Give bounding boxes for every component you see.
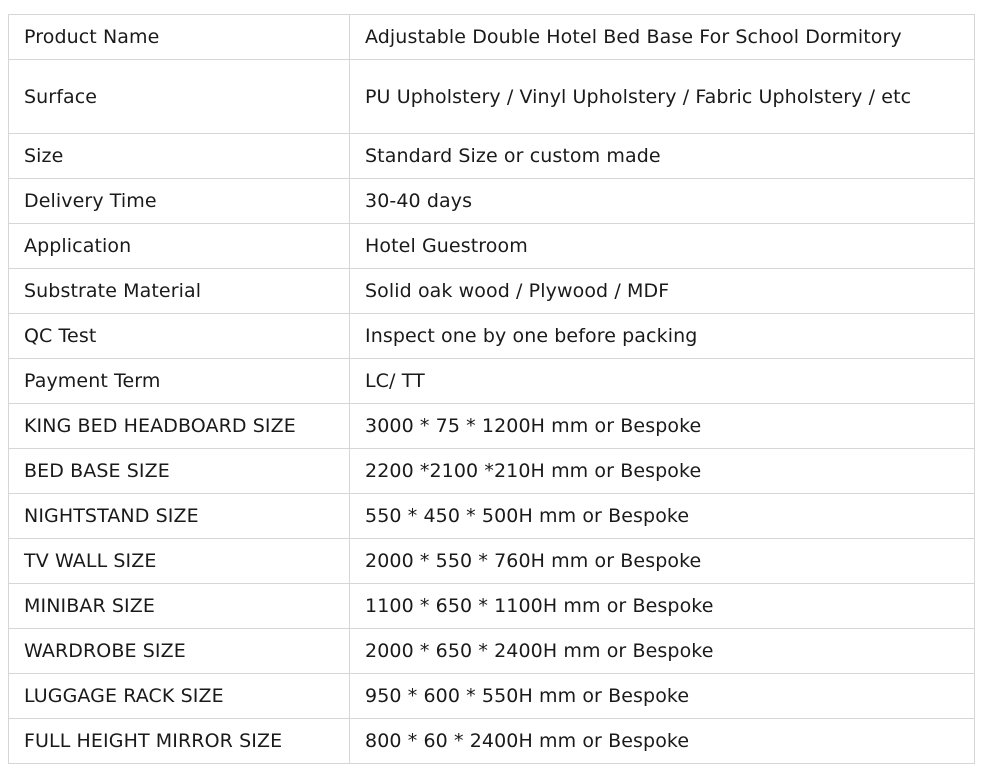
spec-value: 3000 * 75 * 1200H mm or Bespoke	[350, 404, 975, 449]
spec-label: NIGHTSTAND SIZE	[9, 494, 350, 539]
spec-label: Payment Term	[9, 359, 350, 404]
spec-label: KING BED HEADBOARD SIZE	[9, 404, 350, 449]
table-row	[9, 449, 975, 494]
spec-value: Solid oak wood / Plywood / MDF	[350, 269, 975, 314]
table-row	[9, 404, 975, 449]
product-spec-table	[8, 14, 975, 764]
spec-value: 2000 * 650 * 2400H mm or Bespoke	[350, 629, 975, 674]
table-row	[9, 179, 975, 224]
table-row	[9, 494, 975, 539]
table-row	[9, 224, 975, 269]
spec-value: 550 * 450 * 500H mm or Bespoke	[350, 494, 975, 539]
table-row	[9, 269, 975, 314]
table-row	[9, 359, 975, 404]
spec-label: LUGGAGE RACK SIZE	[9, 674, 350, 719]
table-row	[9, 15, 975, 60]
table-row	[9, 674, 975, 719]
spec-value: 2000 * 550 * 760H mm or Bespoke	[350, 539, 975, 584]
table-row	[9, 134, 975, 179]
spec-label: BED BASE SIZE	[9, 449, 350, 494]
spec-value: LC/ TT	[350, 359, 975, 404]
spec-label: Surface	[9, 60, 350, 134]
spec-label: Application	[9, 224, 350, 269]
spec-value: 1100 * 650 * 1100H mm or Bespoke	[350, 584, 975, 629]
spec-label: Size	[9, 134, 350, 179]
spec-value: Hotel Guestroom	[350, 224, 975, 269]
table-row	[9, 629, 975, 674]
table-row	[9, 719, 975, 764]
spec-label: FULL HEIGHT MIRROR SIZE	[9, 719, 350, 764]
spec-value: PU Upholstery / Vinyl Upholstery / Fabric Upholstery / etc	[350, 60, 975, 134]
spec-label: Substrate Material	[9, 269, 350, 314]
spec-value: 2200 *2100 *210H mm or Bespoke	[350, 449, 975, 494]
table-row	[9, 584, 975, 629]
spec-value: Standard Size or custom made	[350, 134, 975, 179]
spec-value: Adjustable Double Hotel Bed Base For School Dormitory	[350, 15, 975, 60]
spec-value: 800 * 60 * 2400H mm or Bespoke	[350, 719, 975, 764]
spec-label: Delivery Time	[9, 179, 350, 224]
table-row	[9, 314, 975, 359]
spec-value: Inspect one by one before packing	[350, 314, 975, 359]
spec-label: TV WALL SIZE	[9, 539, 350, 584]
spec-value: 30-40 days	[350, 179, 975, 224]
spec-label: MINIBAR SIZE	[9, 584, 350, 629]
table-row	[9, 60, 975, 134]
spec-label: Product Name	[9, 15, 350, 60]
spec-label: QC Test	[9, 314, 350, 359]
spec-value: 950 * 600 * 550H mm or Bespoke	[350, 674, 975, 719]
spec-label: WARDROBE SIZE	[9, 629, 350, 674]
table-row	[9, 539, 975, 584]
